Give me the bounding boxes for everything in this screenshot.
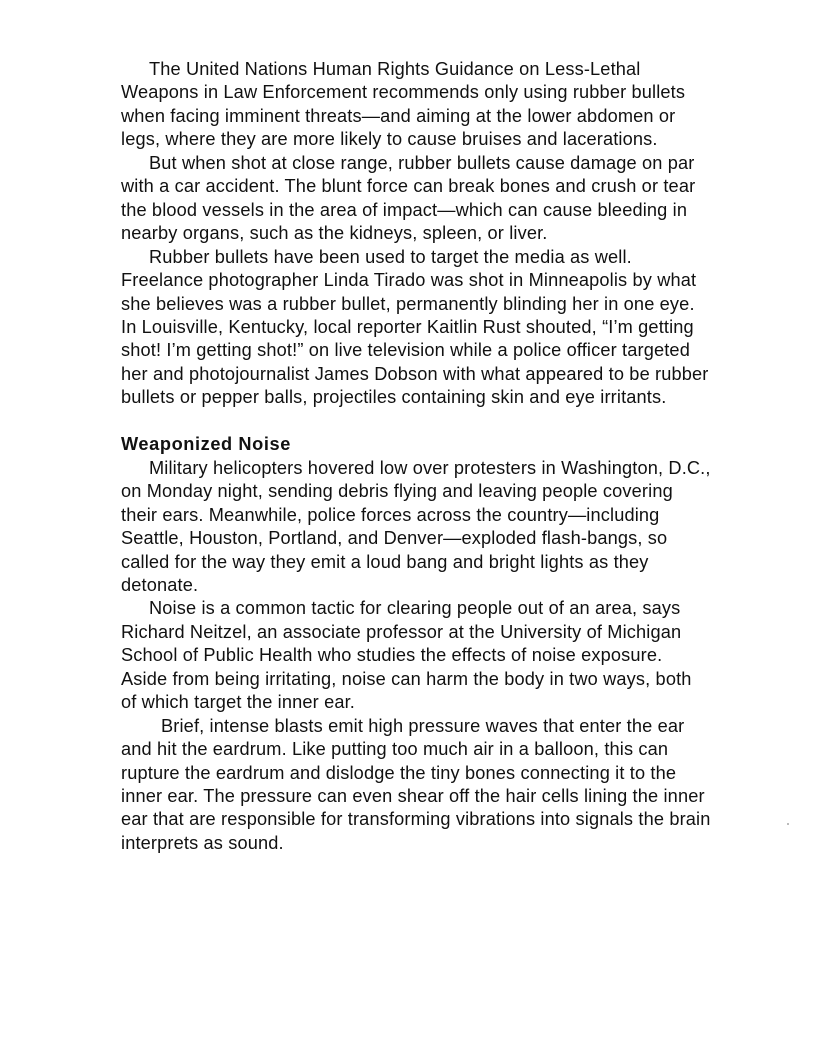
section-spacer <box>121 410 711 433</box>
paragraph-military-helicopters: Military helicopters hovered low over protesters in Washington, D.C., on Monday night, sending debris flying and leaving people covering their ears. Meanwhile, police forces across the country—including Seattle, Houston, Portland, and Denver—exploded flash-bangs, so called for the way they emit a loud bang and bright lights as they detonate. <box>121 457 711 595</box>
scan-speck <box>787 823 789 825</box>
document-page <box>121 58 711 855</box>
paragraph-noise-tactic: Noise is a common tactic for clearing people out of an area, says Richard Neitzel, an associate professor at the University of Michigan School of Public Health who studies the effects of noise exposure. Aside from being irritating, noise can harm the body in two ways, both of which target the inner ear. <box>121 598 692 713</box>
paragraph-close-range-damage: But when shot at close range, rubber bullets cause damage on par with a car accident. The blunt force can break bones and crush or tear the blood vessels in the area of impact—which can cause bleeding in nearby organs, such as the kidneys, spleen, or liver. <box>121 152 696 244</box>
paragraph-pressure-waves: Brief, intense blasts emit high pressure waves that enter the ear and hit the eardrum. Like putting too much air in a balloon, this can rupture the eardrum and dislodge the tiny bones connecting it to the inner ear. The pressure can even shear off the hair cells lining the inner ear that are responsible for transforming vibrations into signals the brain interprets as sound. <box>121 715 711 853</box>
section-heading-weaponized-noise: Weaponized Noise <box>121 434 291 455</box>
paragraph-rubber-bullet-guidance: The United Nations Human Rights Guidance on Less-Lethal Weapons in Law Enforcement recommends only using rubber bullets when facing imminent threats—and aiming at the lower abdomen or legs, where they are more likely to cause bruises and lacerations. <box>121 59 686 150</box>
paragraph-media-targeted: Rubber bullets have been used to target the media as well. Freelance photographer Linda Tirado was shot in Minneapolis by what she believes was a rubber bullet, permanently blinding her in one eye. In Louisville, Kentucky, local reporter Kaitlin Rust shouted, “I’m getting shot! I’m getting shot!” on live television while a police officer targeted her and photojournalist James Dobson with what appeared to be rubber bullets or pepper balls, projectiles containing skin and eye irritants. <box>121 246 709 408</box>
